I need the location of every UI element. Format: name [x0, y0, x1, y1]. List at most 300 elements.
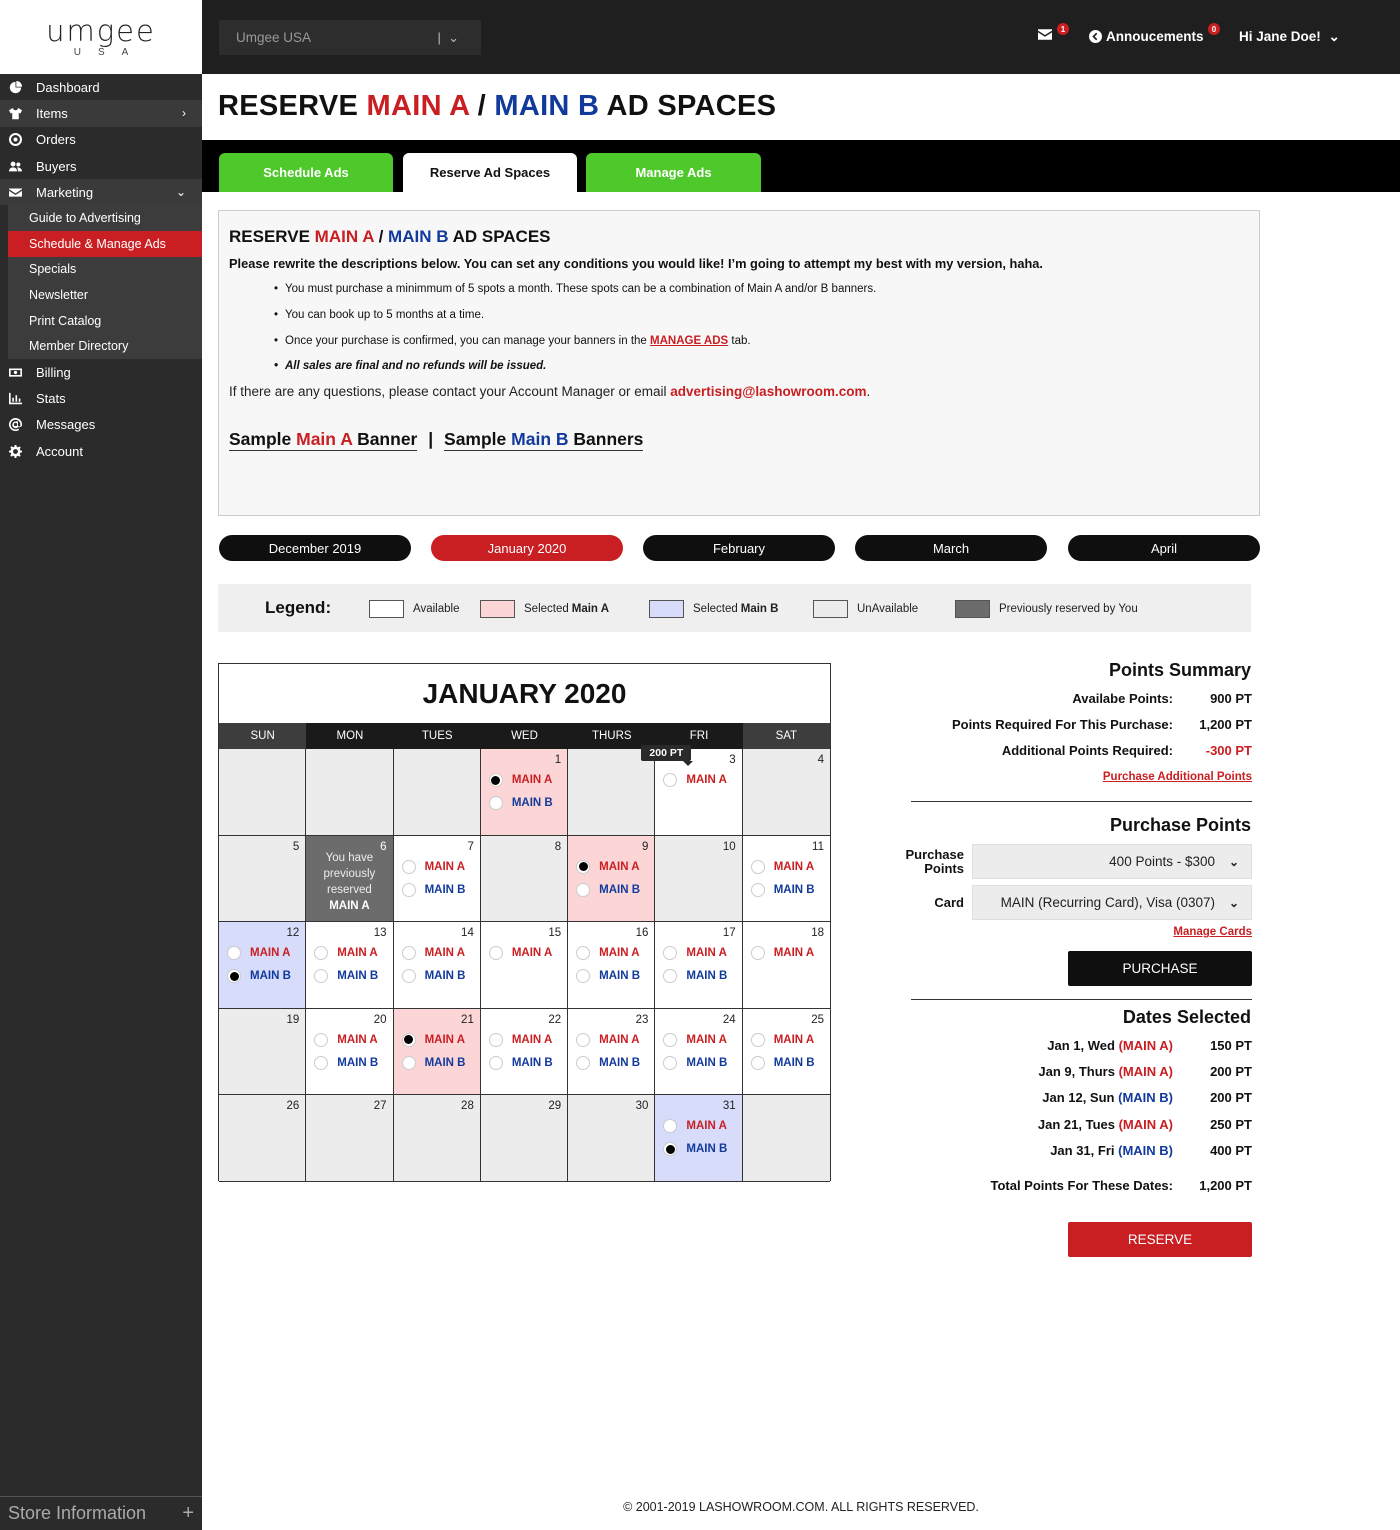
calendar-day-cell [743, 749, 830, 836]
sidebar-item-label: Messages [36, 417, 96, 433]
option-label: MAIN A [686, 947, 727, 959]
user-greeting: Hi Jane Doe! [1239, 29, 1321, 44]
day-number: 6 [380, 840, 387, 853]
main-b-option[interactable] [576, 1056, 640, 1070]
sidebar [0, 0, 202, 1530]
legend-swatch [813, 600, 848, 618]
contact-text [229, 384, 1249, 399]
calendar-day-cell[interactable] [743, 922, 830, 1009]
radio-button[interactable] [489, 1033, 503, 1047]
option-label: MAIN B [599, 970, 641, 982]
sidebar-item-orders[interactable] [0, 127, 202, 153]
calendar-title: JANUARY 2020 [422, 677, 627, 709]
chevron-down-icon: ⌄ [1228, 895, 1239, 910]
month-button-january[interactable]: January 2020 [431, 535, 623, 561]
selected-ad-type: (MAIN A) [1118, 1038, 1173, 1053]
legend-swatch [480, 600, 515, 618]
reserve-button[interactable]: RESERVE [1068, 1222, 1252, 1257]
option-label: MAIN A [773, 1033, 815, 1046]
selected-ad-type: (MAIN A) [1118, 1064, 1173, 1079]
logo-name: umgee [46, 14, 156, 48]
radio-button[interactable] [314, 1056, 328, 1070]
calendar-day-cell[interactable] [219, 922, 306, 1009]
calendar-day-cell [568, 1095, 655, 1182]
sidebar-item-stats[interactable] [0, 385, 202, 411]
main-a-option[interactable] [489, 946, 552, 960]
submenu-specials[interactable]: Specials [29, 262, 77, 277]
plus-icon: + [182, 1502, 194, 1524]
option-label: MAIN B [686, 1143, 728, 1155]
radio-button[interactable] [402, 969, 416, 983]
option-label: MAIN B [337, 970, 379, 982]
option-label: MAIN A [424, 1033, 466, 1046]
purchase-points-title: Purchase Points [1109, 815, 1251, 835]
main-a-option[interactable] [576, 860, 639, 874]
calendar-day-cell[interactable] [394, 922, 481, 1009]
sidebar-item-label: Items [36, 105, 68, 121]
selected-ad-type: (MAIN B) [1118, 1090, 1173, 1105]
option-label: MAIN B [599, 1056, 641, 1069]
radio-button[interactable] [402, 1056, 416, 1070]
sidebar-item-marketing[interactable] [0, 179, 202, 205]
radio-button[interactable] [663, 1033, 677, 1047]
day-number: 19 [286, 1013, 300, 1026]
main-a-option[interactable] [489, 773, 552, 787]
logo[interactable] [0, 0, 202, 74]
info-bullet [285, 335, 1249, 347]
submenu-schedule-manage-ads[interactable]: Schedule & Manage Ads [8, 231, 202, 257]
main-b-option[interactable] [751, 1056, 815, 1070]
calendar-day-cell[interactable] [568, 922, 655, 1009]
day-number: 10 [722, 840, 736, 853]
option-label: MAIN B [250, 970, 291, 982]
main-a-option[interactable] [402, 1033, 465, 1047]
sample-b-suffix: Banners [568, 429, 644, 449]
month-button-december[interactable]: December 2019 [219, 535, 411, 561]
radio-button[interactable] [489, 946, 503, 960]
info-title-main-a: MAIN A [314, 227, 374, 246]
selected-date: Jan 21, Tues [1037, 1117, 1119, 1132]
user-menu[interactable] [1239, 29, 1340, 45]
main-a-option[interactable] [751, 1033, 814, 1047]
tab-manage-ads[interactable]: Manage Ads [586, 153, 761, 192]
radio-button[interactable] [489, 796, 503, 810]
manage-cards-link[interactable]: Manage Cards [1173, 926, 1252, 938]
legend-unavailable [813, 600, 918, 618]
calendar-day-cell [394, 1095, 481, 1182]
calendar-day-cell [743, 1095, 830, 1182]
required-points-label: Points Required For This Purchase: [951, 717, 1173, 732]
calendar [218, 663, 831, 1181]
legend-text: Available [413, 603, 460, 615]
tab-reserve-ad-spaces[interactable]: Reserve Ad Spaces [403, 153, 577, 192]
calendar-day-cell[interactable] [394, 1009, 481, 1096]
previously-reserved-text: You have previously reserved [323, 851, 376, 896]
month-button-february[interactable]: February [643, 535, 835, 561]
divider [911, 801, 1252, 802]
day-number: 1 [554, 754, 562, 766]
sidebar-item-label: Buyers [36, 158, 77, 174]
sidebar-item-account[interactable] [0, 438, 202, 464]
selected-date-points: 150 PT [1210, 1038, 1252, 1053]
option-label: MAIN B [424, 970, 466, 982]
day-number: 8 [554, 840, 562, 853]
day-number: 30 [635, 1100, 649, 1112]
selected-date: Jan 31, Fri [1050, 1143, 1119, 1158]
option-label: MAIN A [337, 1033, 378, 1046]
sidebar-item-buyers[interactable] [0, 153, 202, 179]
legend [218, 584, 1251, 632]
legend-available [369, 600, 459, 618]
main-b-option[interactable] [663, 1056, 727, 1070]
radio-button[interactable] [576, 969, 590, 983]
radio-button[interactable] [227, 946, 241, 960]
sample-separator: | [428, 429, 434, 449]
radio-button[interactable] [402, 1033, 416, 1047]
option-label: MAIN A [773, 860, 815, 873]
option-label: MAIN A [511, 947, 553, 959]
main-a-option[interactable] [576, 946, 639, 960]
divider [911, 999, 1252, 1000]
calendar-day-cell [306, 749, 393, 836]
envelope-icon [1038, 29, 1052, 40]
info-box [218, 210, 1260, 516]
calendar-day-cell[interactable] [394, 836, 481, 923]
title-text-end: AD SPACES [599, 90, 777, 122]
info-list [285, 283, 1249, 372]
month-button-march[interactable]: March [855, 535, 1047, 561]
calendar-day-cell[interactable] [306, 1009, 393, 1096]
day-header: FRI [655, 723, 742, 749]
email-link[interactable]: advertising@lashowroom.com [670, 384, 867, 399]
submenu-newsletter[interactable]: Newsletter [29, 288, 89, 303]
calendar-header [219, 723, 830, 749]
day-header: THURS [568, 723, 655, 749]
sample-b-highlight: Main B [511, 429, 569, 449]
calendar-day-cell[interactable] [568, 1009, 655, 1096]
main-a-option[interactable] [402, 860, 465, 874]
sidebar-item-label: Orders [36, 132, 76, 148]
calendar-day-cell [568, 749, 655, 836]
day-number: 11 [812, 840, 824, 853]
users-icon [8, 159, 22, 173]
selected-ad-type: (MAIN B) [1118, 1143, 1173, 1158]
day-number: 20 [373, 1013, 387, 1026]
radio-button[interactable] [489, 1056, 503, 1070]
main-b-option[interactable] [402, 969, 466, 983]
sidebar-item-label: Marketing [36, 184, 94, 200]
main-b-option[interactable] [489, 1056, 553, 1070]
main-b-option[interactable] [402, 883, 466, 897]
price-tooltip: 200 PT [641, 745, 691, 761]
additional-points-value: -300 PT [1205, 743, 1252, 758]
calendar-day-cell[interactable] [306, 922, 393, 1009]
day-number: 12 [286, 927, 300, 939]
option-label: MAIN B [686, 970, 728, 982]
selected-date-label [1042, 1090, 1173, 1105]
card-value: MAIN (Recurring Card), Visa (0307) [1000, 895, 1215, 910]
info-title-separator: / [373, 227, 389, 246]
radio-button[interactable] [751, 1056, 765, 1070]
card-select[interactable] [972, 885, 1252, 920]
radio-button[interactable] [751, 946, 765, 960]
announcements-label: Annoucements [1106, 29, 1204, 44]
option-label: MAIN A [250, 947, 291, 959]
radio-button[interactable] [576, 946, 590, 960]
option-label: MAIN B [511, 797, 553, 809]
store-information-label: Store Information [8, 1503, 147, 1523]
selected-date-label [1038, 1117, 1173, 1132]
selected-date: Jan 9, Thurs [1038, 1064, 1119, 1079]
tab-schedule-ads[interactable]: Schedule Ads [219, 153, 393, 192]
option-label: MAIN B [511, 1056, 553, 1069]
day-header: TUES [394, 723, 481, 749]
info-title-text: RESERVE [229, 227, 315, 246]
option-label: MAIN A [773, 947, 815, 959]
month-button-april[interactable]: April [1068, 535, 1260, 561]
day-number: 9 [642, 840, 649, 853]
title-separator: / [469, 90, 495, 122]
day-number: 27 [373, 1100, 387, 1112]
legend-text-bold: Main A [571, 603, 610, 615]
manage-ads-link[interactable]: MANAGE ADS [650, 335, 729, 347]
radio-button[interactable] [663, 773, 677, 787]
top-bar [202, 0, 1400, 74]
store-select[interactable] [219, 20, 481, 55]
radio-button[interactable] [576, 860, 590, 874]
main-b-option[interactable] [402, 1056, 466, 1070]
main-a-option[interactable] [751, 946, 814, 960]
option-label: MAIN B [337, 1056, 379, 1069]
calendar-day-cell[interactable] [743, 1009, 830, 1096]
title-main-a: MAIN A [366, 90, 470, 122]
radio-button[interactable] [402, 860, 416, 874]
sample-a-suffix: Banner [352, 429, 418, 449]
available-points-value: 900 PT [1210, 691, 1252, 706]
legend-previously-reserved [955, 600, 1138, 618]
sidebar-item-billing[interactable] [0, 359, 202, 385]
radio-button[interactable] [314, 946, 328, 960]
radio-button[interactable] [751, 860, 765, 874]
legend-text: Selected [524, 603, 569, 615]
info-bullet-text: Once your purchase is confirmed, you can manage your banners in the [285, 335, 651, 347]
sidebar-item-label: Billing [36, 364, 71, 380]
total-points-label: Total Points For These Dates: [990, 1178, 1173, 1193]
option-label: MAIN A [337, 947, 378, 959]
chevron-down-icon: ⌄ [175, 185, 186, 200]
radio-button[interactable] [314, 1033, 328, 1047]
radio-button[interactable] [489, 773, 503, 787]
day-header: WED [481, 723, 568, 749]
radio-button[interactable] [663, 1119, 677, 1133]
day-number: 15 [548, 927, 562, 939]
selected-date-label [1038, 1064, 1173, 1079]
sidebar-item-messages[interactable] [0, 412, 202, 438]
main-a-option[interactable] [663, 1033, 726, 1047]
announcements-badge: 0 [1208, 23, 1220, 35]
main-b-option[interactable] [489, 796, 553, 810]
chevron-down-icon: ⌄ [1228, 854, 1239, 869]
required-points-value: 1,200 PT [1199, 717, 1252, 732]
main-a-option[interactable] [576, 1033, 639, 1047]
main-a-option[interactable] [227, 946, 290, 960]
selected-date-points: 400 PT [1210, 1143, 1252, 1158]
option-label: MAIN A [599, 860, 640, 873]
radio-button[interactable] [663, 1056, 677, 1070]
main-a-option[interactable] [489, 1033, 552, 1047]
calendar-day-cell[interactable] [655, 922, 742, 1009]
main-a-option[interactable] [663, 773, 726, 787]
main-b-option[interactable] [663, 1142, 727, 1156]
calendar-day-cell [219, 1095, 306, 1182]
submenu-guide-to-advertising[interactable]: Guide to Advertising [29, 211, 141, 226]
page-title [218, 90, 776, 123]
purchase-button[interactable]: PURCHASE [1068, 951, 1252, 986]
main-b-option[interactable] [576, 883, 640, 897]
sample-main-a-link[interactable] [229, 429, 417, 451]
sample-main-b-link[interactable] [444, 429, 643, 451]
radio-button[interactable] [663, 969, 677, 983]
chevron-right-icon: › [182, 106, 186, 121]
announcements-button[interactable] [1089, 24, 1217, 44]
sample-a-text: Sample [229, 429, 297, 449]
selected-date: Jan 1, Wed [1047, 1038, 1119, 1053]
legend-text: Selected [693, 603, 738, 615]
radio-button[interactable] [576, 1056, 590, 1070]
option-label: MAIN A [599, 947, 640, 959]
dates-selected-title: Dates Selected [1122, 1007, 1251, 1027]
main-a-option[interactable] [663, 1119, 726, 1133]
day-number: 23 [635, 1013, 649, 1026]
day-header: SAT [743, 723, 830, 749]
calendar-day-cell[interactable] [655, 1009, 742, 1096]
main-b-option[interactable] [751, 883, 815, 897]
sample-banners [229, 429, 1249, 450]
sidebar-item-items[interactable] [0, 100, 202, 126]
main-a-option[interactable] [663, 946, 726, 960]
main-b-option[interactable] [314, 1056, 378, 1070]
selected-date-points: 250 PT [1210, 1117, 1252, 1132]
dashboard-icon [8, 80, 22, 94]
day-number: 3 [729, 754, 736, 766]
calendar-day-cell[interactable] [481, 749, 568, 836]
selected-ad-type: (MAIN A) [1118, 1117, 1173, 1132]
calendar-day-cell[interactable] [481, 1009, 568, 1096]
main-b-option[interactable] [227, 969, 291, 983]
logo-sub: USA [73, 47, 146, 58]
contact-prefix: If there are any questions, please contact your Account Manager or email [229, 384, 671, 399]
option-label: MAIN B [773, 1056, 815, 1069]
radio-button[interactable] [751, 1033, 765, 1047]
sample-a-highlight: Main A [296, 429, 353, 449]
footer-copyright: © 2001-2019 LASHOWROOM.COM. ALL RIGHTS RESERVED. [623, 1500, 979, 1514]
radio-button[interactable] [402, 883, 416, 897]
legend-text: UnAvailable [857, 603, 919, 615]
main-b-option[interactable] [576, 969, 640, 983]
main-a-option[interactable] [402, 946, 465, 960]
sidebar-item-label: Account [36, 443, 83, 459]
day-number: 5 [292, 840, 300, 853]
calendar-day-cell [306, 836, 393, 923]
main-a-option[interactable] [751, 860, 814, 874]
legend-swatch [955, 600, 990, 618]
title-main-b: MAIN B [494, 90, 600, 122]
option-label: MAIN B [424, 883, 466, 896]
purchase-points-select[interactable] [972, 844, 1252, 879]
day-number: 22 [548, 1013, 562, 1026]
main-a-option[interactable] [314, 1033, 377, 1047]
calendar-day-cell[interactable] [743, 836, 830, 923]
sidebar-item-dashboard[interactable] [0, 74, 202, 100]
previously-reserved-note [306, 850, 392, 914]
selected-date-label [1047, 1038, 1173, 1053]
info-bullet-final-sale: • All sales are final and no refunds will be issued. [285, 360, 1249, 372]
chevron-down-icon: | ⌄ [437, 29, 459, 45]
orders-icon [8, 133, 22, 147]
main-b-option[interactable] [314, 969, 378, 983]
day-number: 17 [722, 927, 736, 939]
purchase-points-value: 400 Points - $300 [1109, 854, 1215, 869]
sample-b-text: Sample [444, 429, 512, 449]
main-b-option[interactable] [663, 969, 727, 983]
radio-button[interactable] [576, 883, 590, 897]
legend-label: Legend: [265, 598, 332, 617]
day-number: 21 [461, 1013, 474, 1026]
calendar-day-cell [481, 836, 568, 923]
tab-bar [202, 140, 1400, 192]
radio-button[interactable] [751, 883, 765, 897]
day-header: MON [306, 723, 393, 749]
previously-reserved-label: MAIN A [329, 899, 370, 912]
at-icon [8, 418, 22, 432]
calendar-day-cell[interactable] [649, 747, 742, 836]
day-number: 28 [461, 1100, 474, 1112]
additional-points-label: Additional Points Required: [1001, 743, 1173, 758]
calendar-day-cell [219, 749, 306, 836]
option-label: MAIN A [511, 1033, 553, 1046]
main-a-option[interactable] [314, 946, 377, 960]
contact-suffix: . [866, 384, 871, 399]
selected-date-points: 200 PT [1210, 1064, 1252, 1079]
radio-button[interactable] [227, 969, 241, 983]
calendar-day-cell[interactable] [655, 1095, 742, 1182]
radio-button[interactable] [402, 946, 416, 960]
purchase-additional-points-link[interactable]: Purchase Additional Points [1102, 771, 1252, 783]
radio-button[interactable] [663, 1142, 677, 1156]
option-label: MAIN B [773, 883, 815, 896]
calendar-day-cell [219, 1009, 306, 1096]
submenu-member-directory[interactable]: Member Directory [29, 339, 129, 354]
store-information-toggle[interactable] [0, 1496, 202, 1530]
info-bullet: • You must purchase a minimmum of 5 spots a month. These spots can be a combination of Main A and/or B banners. [285, 283, 1249, 295]
mail-button[interactable] [1038, 24, 1066, 42]
available-points-label: Availabe Points: [1072, 691, 1173, 706]
calendar-day-cell[interactable] [568, 836, 655, 923]
radio-button[interactable] [314, 969, 328, 983]
day-number: 31 [722, 1100, 736, 1112]
radio-button[interactable] [576, 1033, 590, 1047]
gear-icon [8, 444, 22, 458]
day-number: 26 [286, 1100, 300, 1112]
radio-button[interactable] [663, 946, 677, 960]
sidebar-item-label: Stats [36, 390, 66, 406]
info-title [229, 227, 1249, 247]
calendar-day-cell[interactable] [481, 922, 568, 1009]
submenu-print-catalog[interactable]: Print Catalog [29, 313, 102, 328]
legend-selected-b [649, 600, 778, 618]
bar-chart-icon [8, 391, 22, 405]
envelope-icon [8, 185, 22, 199]
